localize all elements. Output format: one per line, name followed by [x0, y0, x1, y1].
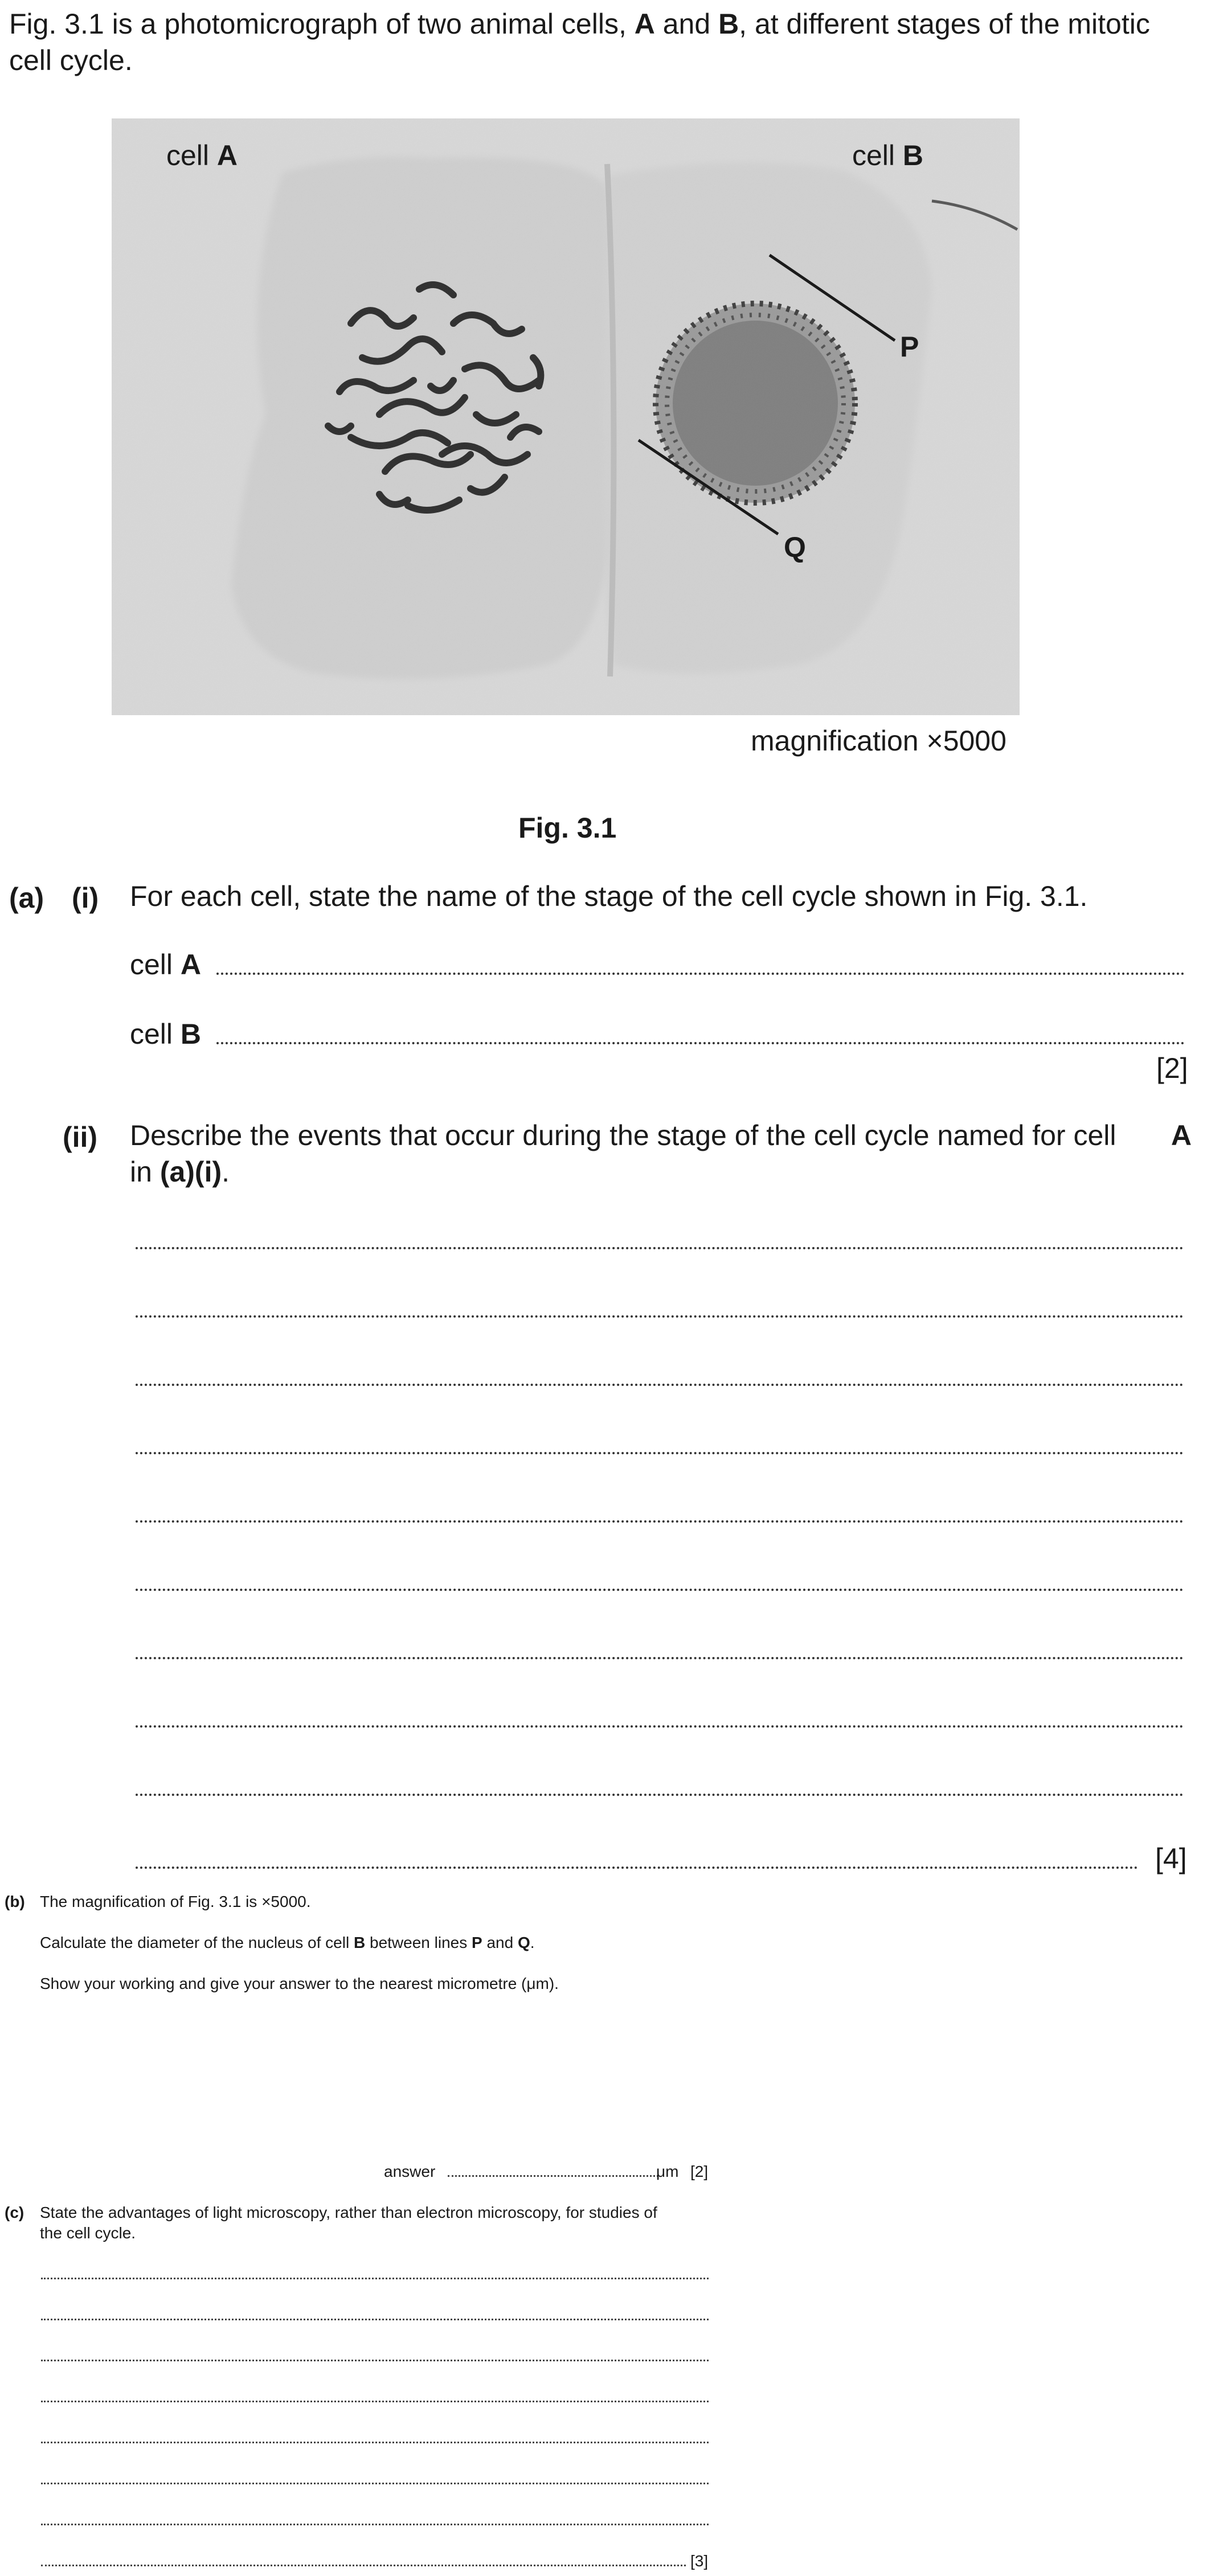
answer-line-c[interactable]	[41, 2524, 709, 2525]
answer-cell-b-letter: B	[180, 1018, 202, 1050]
cell-b-label-letter: B	[902, 140, 924, 171]
answer-line-c[interactable]	[41, 2319, 709, 2320]
answer-line-a-ii[interactable]	[136, 1589, 1184, 1591]
answer-line-cell-a[interactable]	[216, 973, 1185, 975]
part-a-ii-question	[130, 1117, 1192, 1190]
cell-b-label	[852, 139, 923, 172]
part-a-ii-text: Describe the events that occur during the stage of the cell cycle named for cell	[130, 1119, 1116, 1151]
answer-line-a-ii[interactable]	[136, 1384, 1184, 1386]
part-a-i-question: For each cell, state the name of the stage of the cell cycle shown in Fig. 3.1.	[130, 880, 1088, 912]
label-p: P	[900, 331, 919, 363]
part-b-label: (b)	[5, 1893, 25, 1910]
intro-part: and	[654, 8, 719, 40]
cell-a-label-letter: A	[216, 140, 238, 171]
answer-line-a-ii[interactable]	[136, 1725, 1184, 1728]
part-a-ii-cell-a: A	[1171, 1119, 1192, 1151]
intro-cell-b: B	[718, 8, 739, 40]
answer-line-a-ii[interactable]	[136, 1315, 1184, 1318]
photomicrograph-drawing	[112, 118, 1020, 715]
answer-line-c[interactable]	[41, 2442, 709, 2443]
marks-c: [3]	[690, 2552, 709, 2570]
part-b-text: Calculate the diameter of the nucleus of cell	[40, 1934, 354, 1951]
answer-line-a-ii[interactable]	[136, 1452, 1184, 1454]
answer-line-cell-b[interactable]	[216, 1042, 1185, 1044]
answer-line-a-ii[interactable]	[136, 1794, 1184, 1796]
part-c-line-2: the cell cycle.	[40, 2224, 136, 2242]
part-b-q: Q	[517, 1934, 530, 1951]
answer-line-a-ii[interactable]	[136, 1657, 1184, 1659]
part-b-text: and	[482, 1934, 518, 1951]
part-a-ii-line-2	[130, 1154, 1192, 1190]
answer-cell-b-label	[130, 1016, 201, 1052]
part-b-line-2	[40, 1933, 535, 1953]
part-b-line-1: The magnification of Fig. 3.1 is ×5000.	[40, 1893, 311, 1910]
part-a-i-label: (i)	[72, 882, 99, 914]
answer-line-a-ii[interactable]	[136, 1520, 1184, 1523]
intro-part: , at different stages of the mitotic cell cycle.	[9, 8, 1150, 76]
answer-cell-a-letter: A	[180, 949, 202, 981]
cell-a-label-prefix: cell	[166, 140, 217, 171]
part-a-ii-text: in	[130, 1156, 160, 1188]
photo-grain	[112, 118, 1020, 715]
answer-line-c[interactable]	[41, 2483, 709, 2484]
answer-cell-a-label	[130, 946, 201, 983]
figure-caption: Fig. 3.1	[518, 812, 617, 844]
answer-label-b: answer	[384, 2163, 436, 2180]
photomicrograph	[112, 118, 1020, 715]
answer-line-a-ii[interactable]	[136, 1247, 1184, 1249]
answer-line-c-last[interactable]	[41, 2565, 686, 2566]
part-b-p: P	[472, 1934, 482, 1951]
part-b-line-3: Show your working and give your answer to the nearest micrometre (μm).	[40, 1975, 559, 1992]
part-c-label: (c)	[5, 2204, 24, 2221]
label-q: Q	[784, 531, 806, 563]
marks-b: [2]	[690, 2163, 709, 2180]
part-a-ii-reference: (a)(i)	[159, 1156, 222, 1188]
cell-a-label	[166, 139, 238, 172]
answer-line-c[interactable]	[41, 2360, 709, 2361]
part-b-text: .	[530, 1934, 535, 1951]
part-a-label: (a)	[9, 882, 44, 914]
answer-line-a-ii-last[interactable]	[136, 1867, 1138, 1869]
part-b-cell-b: B	[353, 1934, 366, 1951]
intro-part: Fig. 3.1 is a photomicrograph of two animal cells,	[9, 8, 635, 40]
part-a-ii-line-1	[130, 1117, 1192, 1154]
intro-text	[9, 6, 1194, 79]
answer-line-c[interactable]	[41, 2401, 709, 2402]
marks-a-ii: [4]	[1155, 1843, 1187, 1874]
cell-b-label-prefix: cell	[852, 140, 903, 171]
part-a-ii-text: .	[222, 1156, 230, 1188]
answer-line-b[interactable]	[448, 2175, 658, 2177]
intro-cell-a: A	[634, 8, 655, 40]
answer-cell-a-prefix: cell	[130, 949, 181, 981]
part-a-ii-label: (ii)	[63, 1121, 98, 1153]
marks-a-i: [2]	[1156, 1052, 1188, 1084]
answer-cell-b-prefix: cell	[130, 1018, 181, 1050]
part-b-text: between lines	[365, 1934, 472, 1951]
magnification-label: magnification ×5000	[751, 725, 1006, 757]
answer-line-c[interactable]	[41, 2278, 709, 2279]
part-c-line-1: State the advantages of light microscopy, rather than electron microscopy, for studies of	[40, 2204, 657, 2221]
answer-unit-b: μm	[656, 2163, 679, 2180]
